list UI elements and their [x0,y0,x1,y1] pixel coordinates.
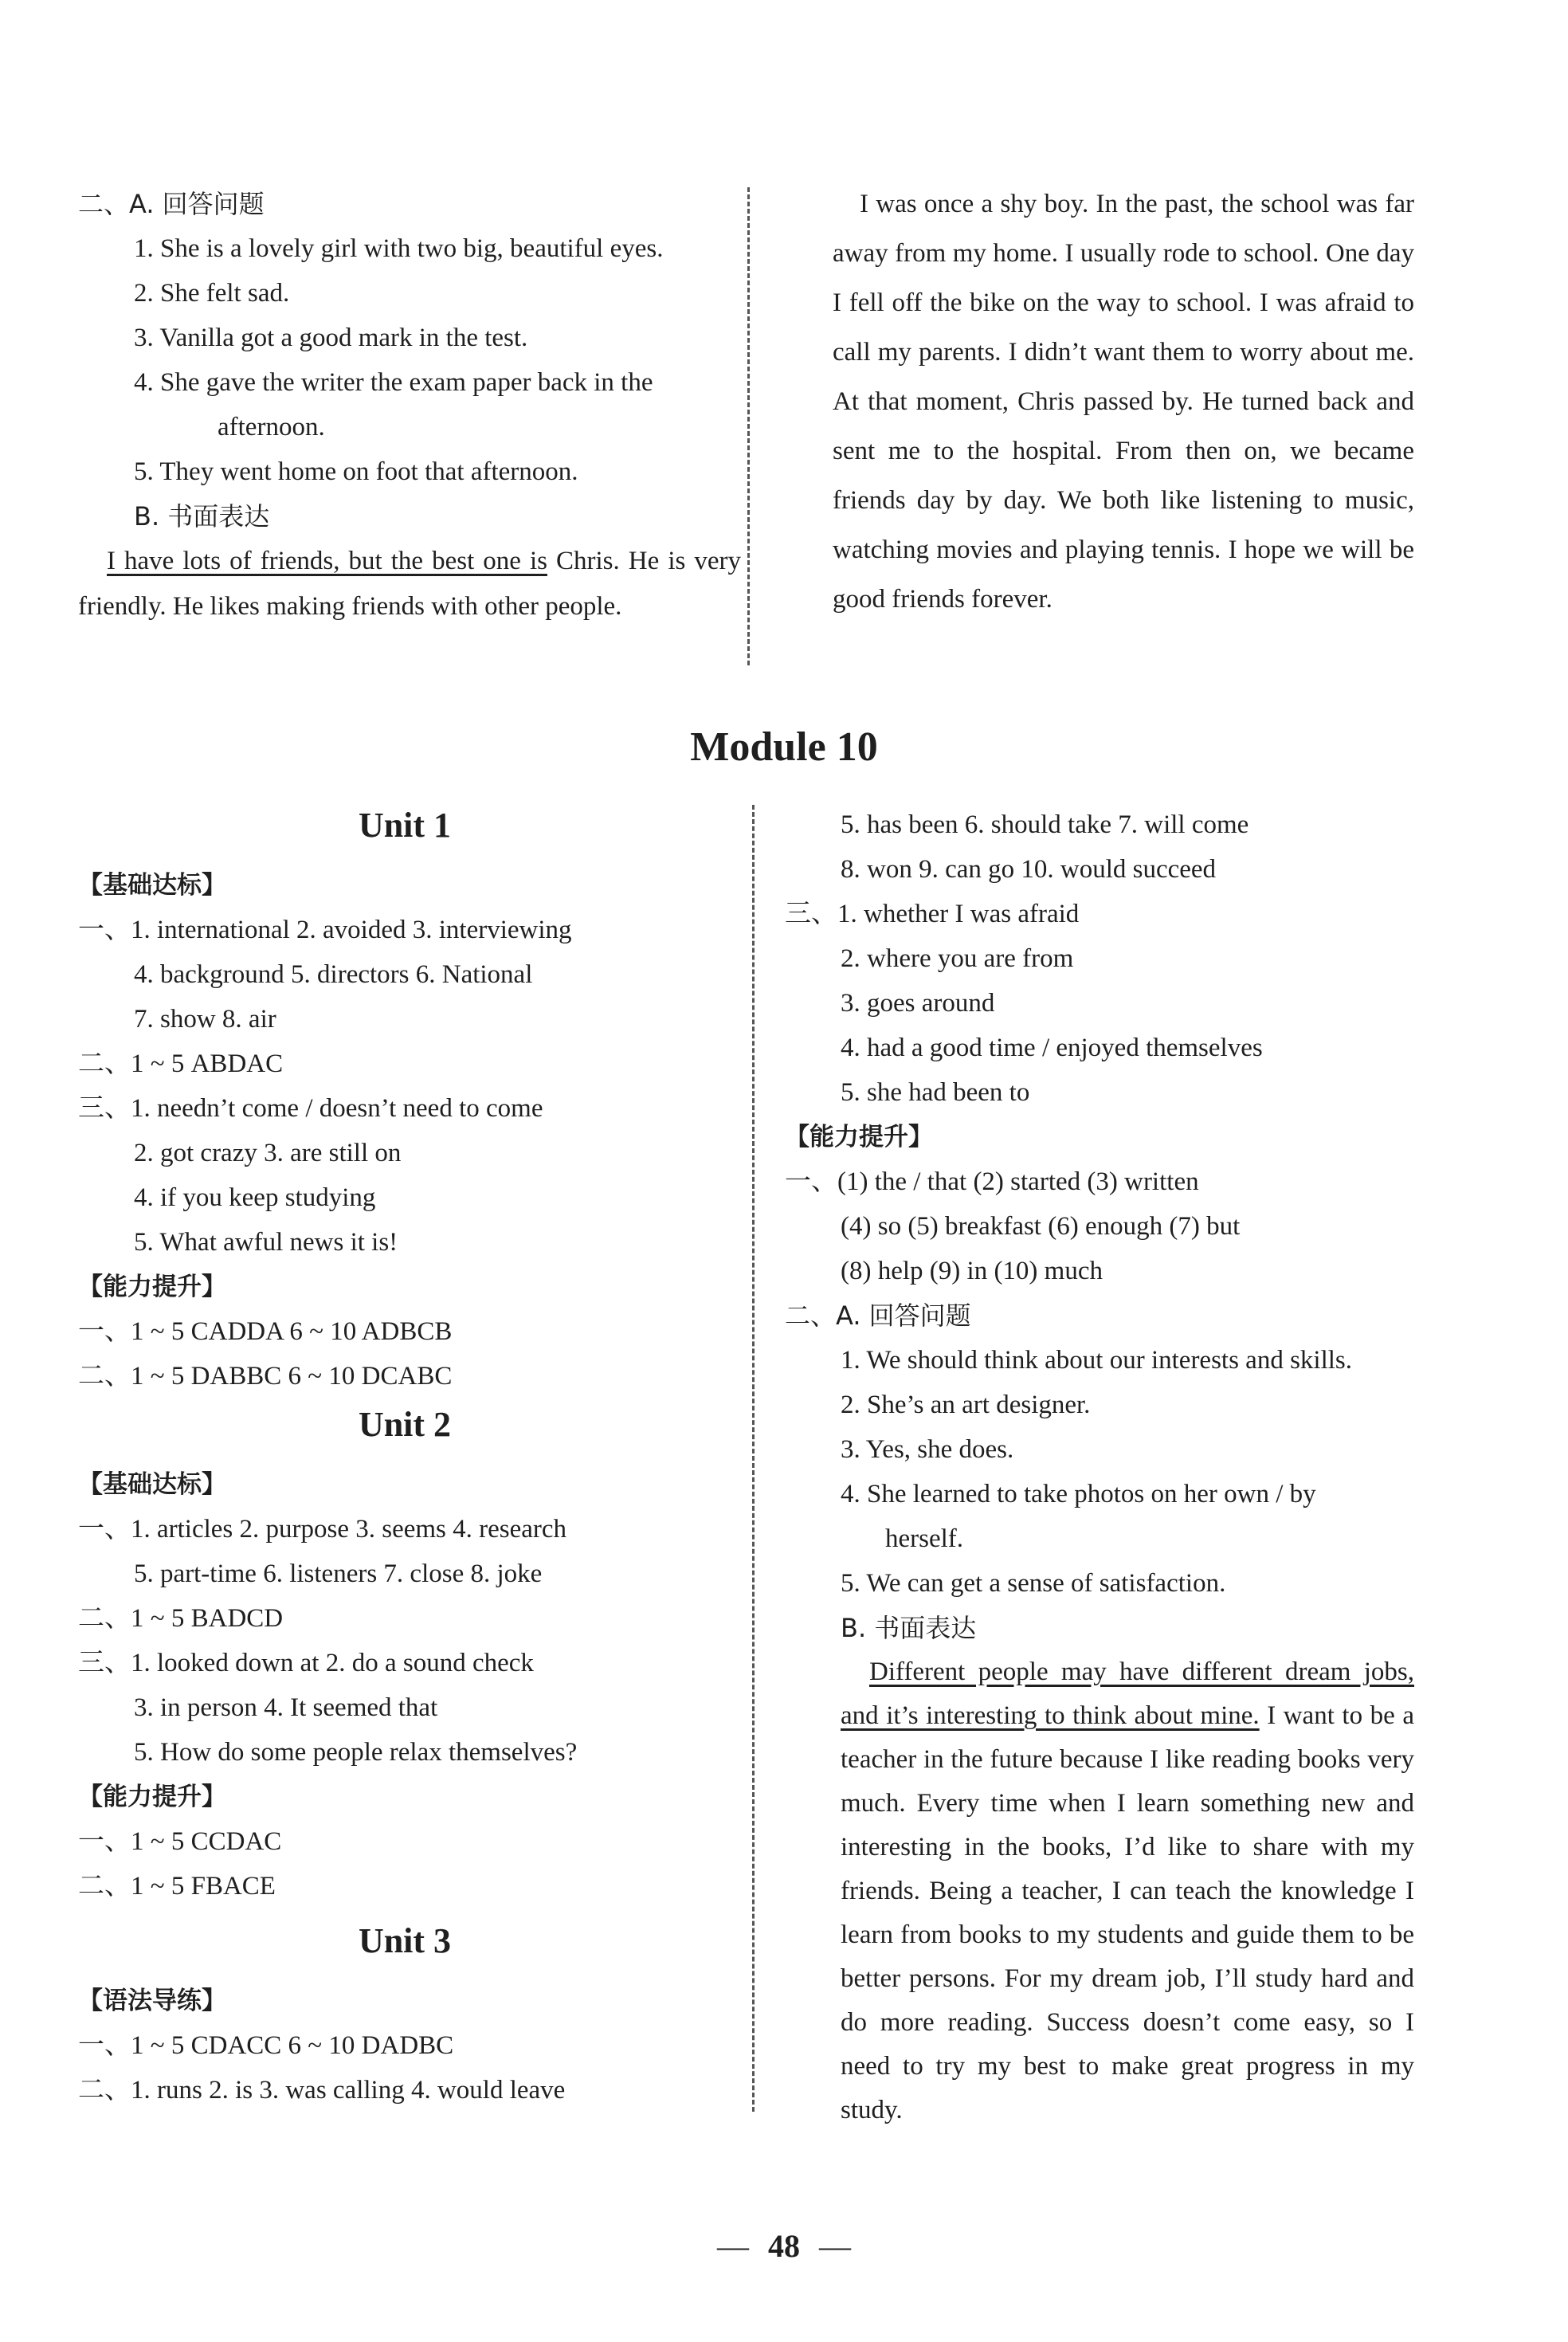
answer-line: 一、1 ~ 5 CDACC 6 ~ 10 DADBC [78,2031,454,2060]
top-left-answers [78,182,741,629]
right-column [785,802,1422,2132]
unit3-block [78,1979,731,2113]
answer-line: 一、1 ~ 5 CADDA 6 ~ 10 ADBCB [78,1317,453,1346]
answer-line: 一、(1) the / that (2) started (3) written [785,1167,1199,1196]
answer-line: 二、1 ~ 5 ABDAC [78,1049,284,1078]
section-label: 【能力提升】 [785,1123,933,1151]
answer-line: 2. where you are from [841,944,1074,973]
answer-line: 4. She learned to take photos on her own / by [841,1480,1316,1508]
answer-line: 8. won 9. can go 10. would succeed [841,855,1217,884]
module-title: Module 10 [690,724,878,770]
answer-line: 3. Vanilla got a good mark in the test. [134,324,528,352]
answer-line: 三、1. looked down at 2. do a sound check [78,1649,534,1677]
answer-line: 5. They went home on foot that afternoon. [134,457,578,486]
section-heading-b: B. 书面表达 [134,501,270,532]
unit-title: Unit 3 [358,1921,452,1960]
answer-line: 5. she had been to [841,1078,1030,1107]
column-divider [752,805,755,2112]
answer-line: (4) so (5) breakfast (6) enough (7) but [841,1212,1241,1241]
answer-line: 一、1 ~ 5 CCDAC [78,1827,282,1856]
answer-line: herself. [885,1524,964,1553]
page-number-footer [0,2227,1568,2265]
answer-line: 4. if you keep studying [134,1183,376,1212]
section-heading-a: 二、A. 回答问题 [785,1300,971,1331]
top-right-essay [833,179,1414,624]
answer-line: 二、1 ~ 5 DABBC 6 ~ 10 DCABC [78,1362,453,1391]
section-label: 【基础达标】 [78,1470,226,1499]
column-divider [747,187,750,665]
writing-paragraph [841,1650,1414,2132]
section-heading-a: 二、A. 回答问题 [78,189,265,219]
answer-line: afternoon. [218,413,325,441]
answer-line: 3. goes around [841,989,995,1018]
answer-line: 2. She felt sad. [134,279,290,308]
answer-line: 二、1 ~ 5 FBACE [78,1872,276,1901]
unit-title: Unit 1 [358,806,452,845]
answer-line: 二、1. runs 2. is 3. was calling 4. would leave [78,2076,566,2105]
answer-line: 3. Yes, she does. [841,1435,1014,1464]
section-label: 【语法导练】 [78,1987,226,2015]
answer-line: 1. She is a lovely girl with two big, beautiful eyes. [134,234,664,263]
unit2-block [78,1462,731,1909]
underlined-opening: I have lots of friends, but the best one is [107,547,547,575]
answer-line: 5. has been 6. should take 7. will come [841,810,1249,839]
answer-line: 5. We can get a sense of satisfaction. [841,1569,1226,1598]
unit1-block [78,863,731,1399]
writing-paragraph [18,539,741,629]
section-label: 【基础达标】 [78,871,226,900]
page-number: 48 [768,2228,800,2264]
answer-line: 一、1. international 2. avoided 3. interviewing [78,916,572,944]
essay-text: Chris. He is very friendly. He likes making friends with other people. [78,547,741,621]
answer-line: 1. We should think about our interests and skills. [841,1346,1353,1375]
answer-line: 5. How do some people relax themselves? [134,1738,578,1767]
section-label: 【能力提升】 [78,1273,226,1301]
footer-dash-left: — [717,2228,749,2264]
answer-line: 一、1. articles 2. purpose 3. seems 4. research [78,1515,567,1544]
answer-line: (8) help (9) in (10) much [841,1257,1103,1285]
underlined-opening: Different people may have different dream jobs, and it’s interesting to think about mine. [841,1657,1414,1730]
answer-line: 2. got crazy 3. are still on [134,1139,402,1167]
answer-line: 3. in person 4. It seemed that [134,1693,438,1722]
answer-line: 三、1. needn’t come / doesn’t need to come [78,1094,543,1123]
footer-dash-right: — [819,2228,851,2264]
unit-title: Unit 2 [358,1405,452,1444]
answer-line: 4. She gave the writer the exam paper back in the [134,368,653,397]
answer-line: 2. She’s an art designer. [841,1391,1091,1419]
answer-line: 三、1. whether I was afraid [785,900,1080,928]
answer-line: 7. show 8. air [134,1005,276,1034]
section-heading-b: B. 书面表达 [841,1613,977,1643]
answer-line: 4. background 5. directors 6. National [134,960,533,989]
section-label: 【能力提升】 [78,1783,226,1811]
answer-line: 5. part-time 6. listeners 7. close 8. joke [134,1559,543,1588]
answer-line: 5. What awful news it is! [134,1228,398,1257]
answer-line: 4. had a good time / enjoyed themselves [841,1034,1263,1062]
essay-text: I want to be a teacher in the future because I like reading books very much. Every time when I learn something new and interesting in the books, I’d like to share with my friends. Being a teacher, I can teach the knowledge I learn from books to my students and guide them to be better persons. For my dream job, I’ll study hard and do more reading. Success doesn’t come easy, so I need to try my best to make great progress in my study. [841,1701,1414,2124]
essay-text: I was once a shy boy. In the past, the school was far away from my home. I usually rode to school. One day I fell off the bike on the way to school. I was afraid to call my parents. I didn’t want them to worry about me. At that moment, Chris passed by. He turned back and sent me to the hospital. From then on, we became friends day by day. We both like listening to music, watching movies and playing tennis. I hope we will be good friends forever. [833,190,1414,614]
answer-line: 二、1 ~ 5 BADCD [78,1604,284,1633]
